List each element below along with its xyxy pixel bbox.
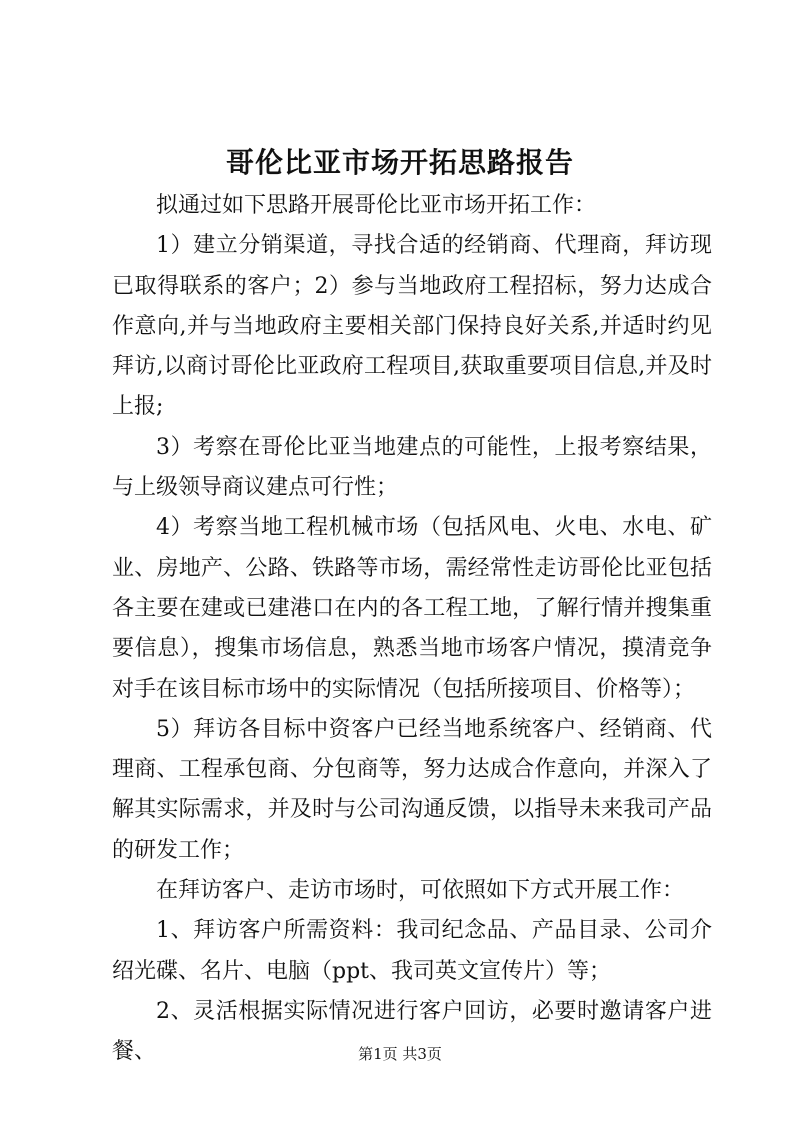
page-number-footer: 第1页 共3页 <box>358 1045 442 1063</box>
paragraph-item-1-2: 1）建立分销渠道，寻找合适的经销商、代理商，拜访现已取得联系的客户；2）参与当地政府工程招标，努力达成合作意向,并与当地政府主要相关部门保持良好关系,并适时约见拜访,以商讨哥伦比亚政府工程项目,获取重要项目信息,并及时上报; <box>112 233 712 420</box>
document-body <box>112 186 712 1073</box>
paragraph-intro: 拟通过如下思路开展哥伦比亚市场开拓工作： <box>156 193 597 218</box>
paragraph-method-1: 1、拜访客户所需资料：我司纪念品、产品目录、公司介绍光碟、名片、电脑（ppt、我司英文宣传片）等； <box>112 918 712 984</box>
document-title: 哥伦比亚市场开拓思路报告 <box>225 146 574 179</box>
paragraph-visit-method-intro: 在拜访客户、走访市场时，可依照如下方式开展工作： <box>156 878 685 904</box>
paragraph-item-5: 5）拜访各目标中资客户已经当地系统客户、经销商、代理商、工程承包商、分包商等，努力达成合作意向，并深入了解其实际需求，并及时与公司沟通反馈，以指导未来我司产品的研发工作； <box>112 716 712 863</box>
paragraph-method-2: 2、灵活根据实际情况进行客户回访，必要时邀请客户进餐、 <box>112 998 712 1065</box>
paragraph-item-4: 4）考察当地工程机械市场（包括风电、火电、水电、矿业、房地产、公路、铁路等市场，需经常性走访哥伦比亚包括各主要在建或已建港口在内的各工程工地，了解行情并搜集重要信息），搜集市场信息，熟悉当地市场客户情况，摸清竞争对手在该目标市场中的实际情况（包括所接项目、价格等）； <box>112 515 712 702</box>
paragraph-item-3: 3）考察在哥伦比亚当地建点的可能性，上报考察结果，与上级领导商议建点可行性； <box>112 434 712 501</box>
